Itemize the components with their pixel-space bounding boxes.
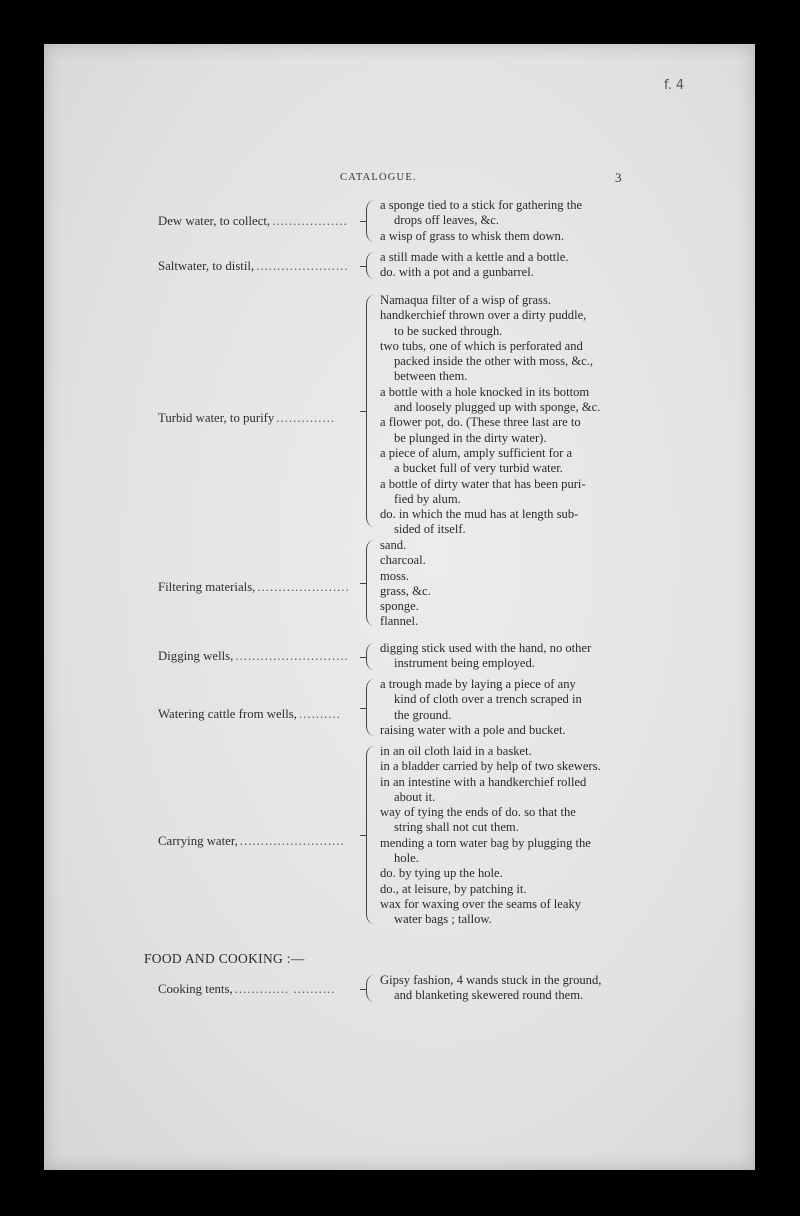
entry-lines — [380, 538, 630, 630]
entry-line: a bottle with a hole knocked in its bottom — [380, 384, 590, 399]
entry-line: a trough made by laying a piece of any — [380, 677, 576, 691]
folio-mark: f. 4 — [664, 78, 685, 93]
entry-line: about it. — [394, 789, 436, 804]
entry-line: wax for waxing over the seams of leaky — [380, 896, 582, 911]
leader-dots: ......................... — [239, 834, 345, 848]
entry-line: Gipsy fashion, 4 wands stuck in the ground, — [380, 973, 602, 987]
entry-line: do., at leisure, by patching it. — [380, 881, 527, 896]
entry-line: and blanketing skewered round them. — [394, 988, 584, 1003]
brace — [366, 746, 377, 924]
entry-lines — [380, 198, 630, 244]
leader-dots: .............. — [276, 411, 336, 425]
entry-line: handkerchief thrown over a dirty puddle, — [380, 308, 587, 323]
entry-label-text: Saltwater, to distil, — [158, 259, 255, 273]
entry-label — [158, 580, 366, 595]
leader-dots: ...................... — [256, 259, 349, 273]
brace — [366, 200, 377, 242]
entry-line: charcoal. — [380, 553, 426, 568]
running-head-title: CATALOGUE. — [340, 172, 417, 183]
entry-line: mending a torn water bag by plugging the — [380, 835, 591, 850]
brace — [366, 295, 377, 527]
entry-line: flannel. — [380, 614, 419, 629]
entry-lines — [380, 250, 630, 281]
entry-lines — [380, 744, 630, 928]
brace — [366, 252, 377, 279]
entry-label — [158, 411, 366, 426]
entry-label-text: Dew water, to collect, — [158, 214, 271, 228]
running-head — [44, 172, 755, 188]
entry-line: string shall not cut them. — [394, 820, 519, 835]
entry-lines — [380, 973, 630, 1004]
entry-label — [158, 982, 366, 997]
leader-dots: ...................... — [257, 580, 350, 594]
leader-dots: ........................... — [235, 649, 349, 663]
entry-label-text: Carrying water, — [158, 834, 238, 848]
entry-line: do. with a pot and a gunbarrel. — [380, 265, 534, 280]
entry-line: in a bladder carried by help of two skewers. — [380, 759, 601, 774]
entry-label-text: Turbid water, to purify — [158, 411, 275, 425]
entry-line: raising water with a pole and bucket. — [380, 722, 566, 737]
entry-line: fied by alum. — [394, 491, 461, 506]
entry-line: between them. — [394, 369, 468, 384]
entry-lines — [380, 677, 630, 738]
entry-line: kind of cloth over a trench scraped in — [394, 692, 582, 707]
brace — [366, 679, 377, 736]
entry-line: Namaqua filter of a wisp of grass. — [380, 293, 552, 307]
entry-line: in an intestine with a handkerchief rolled — [380, 774, 587, 789]
entry-label-text: Cooking tents, — [158, 982, 233, 996]
entry-line: a wisp of grass to whisk them down. — [380, 228, 564, 243]
entry-label-text: Digging wells, — [158, 649, 234, 663]
brace — [366, 643, 377, 670]
entry-line: two tubs, one of which is perforated and — [380, 338, 583, 353]
entry-line: drops off leaves, &c. — [394, 213, 500, 228]
leader-dots: .................. — [272, 214, 348, 228]
page-number: 3 — [615, 170, 622, 185]
entry-line: do. by tying up the hole. — [380, 866, 503, 881]
document-page — [44, 44, 755, 1170]
entry-label-text: Watering cattle from wells, — [158, 707, 297, 721]
entry-label — [158, 649, 366, 664]
entry-line: sand. — [380, 538, 407, 552]
entry-label-text: Filtering materials, — [158, 580, 256, 594]
brace — [366, 975, 377, 1002]
brace — [366, 540, 377, 626]
entry-line: grass, &c. — [380, 583, 431, 598]
entry-line: in an oil cloth laid in a basket. — [380, 744, 532, 758]
entry-line: a bucket full of very turbid water. — [394, 461, 563, 476]
leader-dots: .......... — [298, 707, 341, 721]
entry-line: a piece of alum, amply sufficient for a — [380, 445, 573, 460]
entry-lines — [380, 641, 630, 672]
entry-line: packed inside the other with moss, &c., — [394, 354, 594, 369]
entry-line: to be sucked through. — [394, 323, 503, 338]
entry-line: water bags ; tallow. — [394, 912, 492, 927]
entry-label — [158, 214, 366, 229]
entry-line: way of tying the ends of do. so that the — [380, 805, 576, 820]
entry-line: hole. — [394, 851, 419, 866]
entry-line: a sponge tied to a stick for gathering the — [380, 198, 583, 212]
leader-dots: ............. .......... — [234, 982, 336, 996]
section-heading: FOOD AND COOKING :— — [144, 951, 305, 966]
entry-line: a still made with a kettle and a bottle. — [380, 250, 569, 264]
entry-label — [158, 259, 366, 274]
entry-label — [158, 707, 366, 722]
entry-line: digging stick used with the hand, no other — [380, 641, 592, 655]
entry-line: the ground. — [394, 707, 452, 722]
entry-line: do. in which the mud has at length sub- — [380, 507, 579, 522]
entry-line: a flower pot, do. (These three last are to — [380, 415, 581, 430]
entry-line: be plunged in the dirty water). — [394, 430, 547, 445]
entry-label — [158, 834, 366, 849]
entry-line: moss. — [380, 568, 410, 583]
entry-lines — [380, 293, 630, 538]
entry-line: sided of itself. — [394, 522, 466, 537]
entry-line: a bottle of dirty water that has been puri- — [380, 476, 586, 491]
entry-line: sponge. — [380, 599, 419, 614]
entry-line: instrument being employed. — [394, 656, 535, 671]
entry-line: and loosely plugged up with sponge, &c. — [394, 400, 601, 415]
